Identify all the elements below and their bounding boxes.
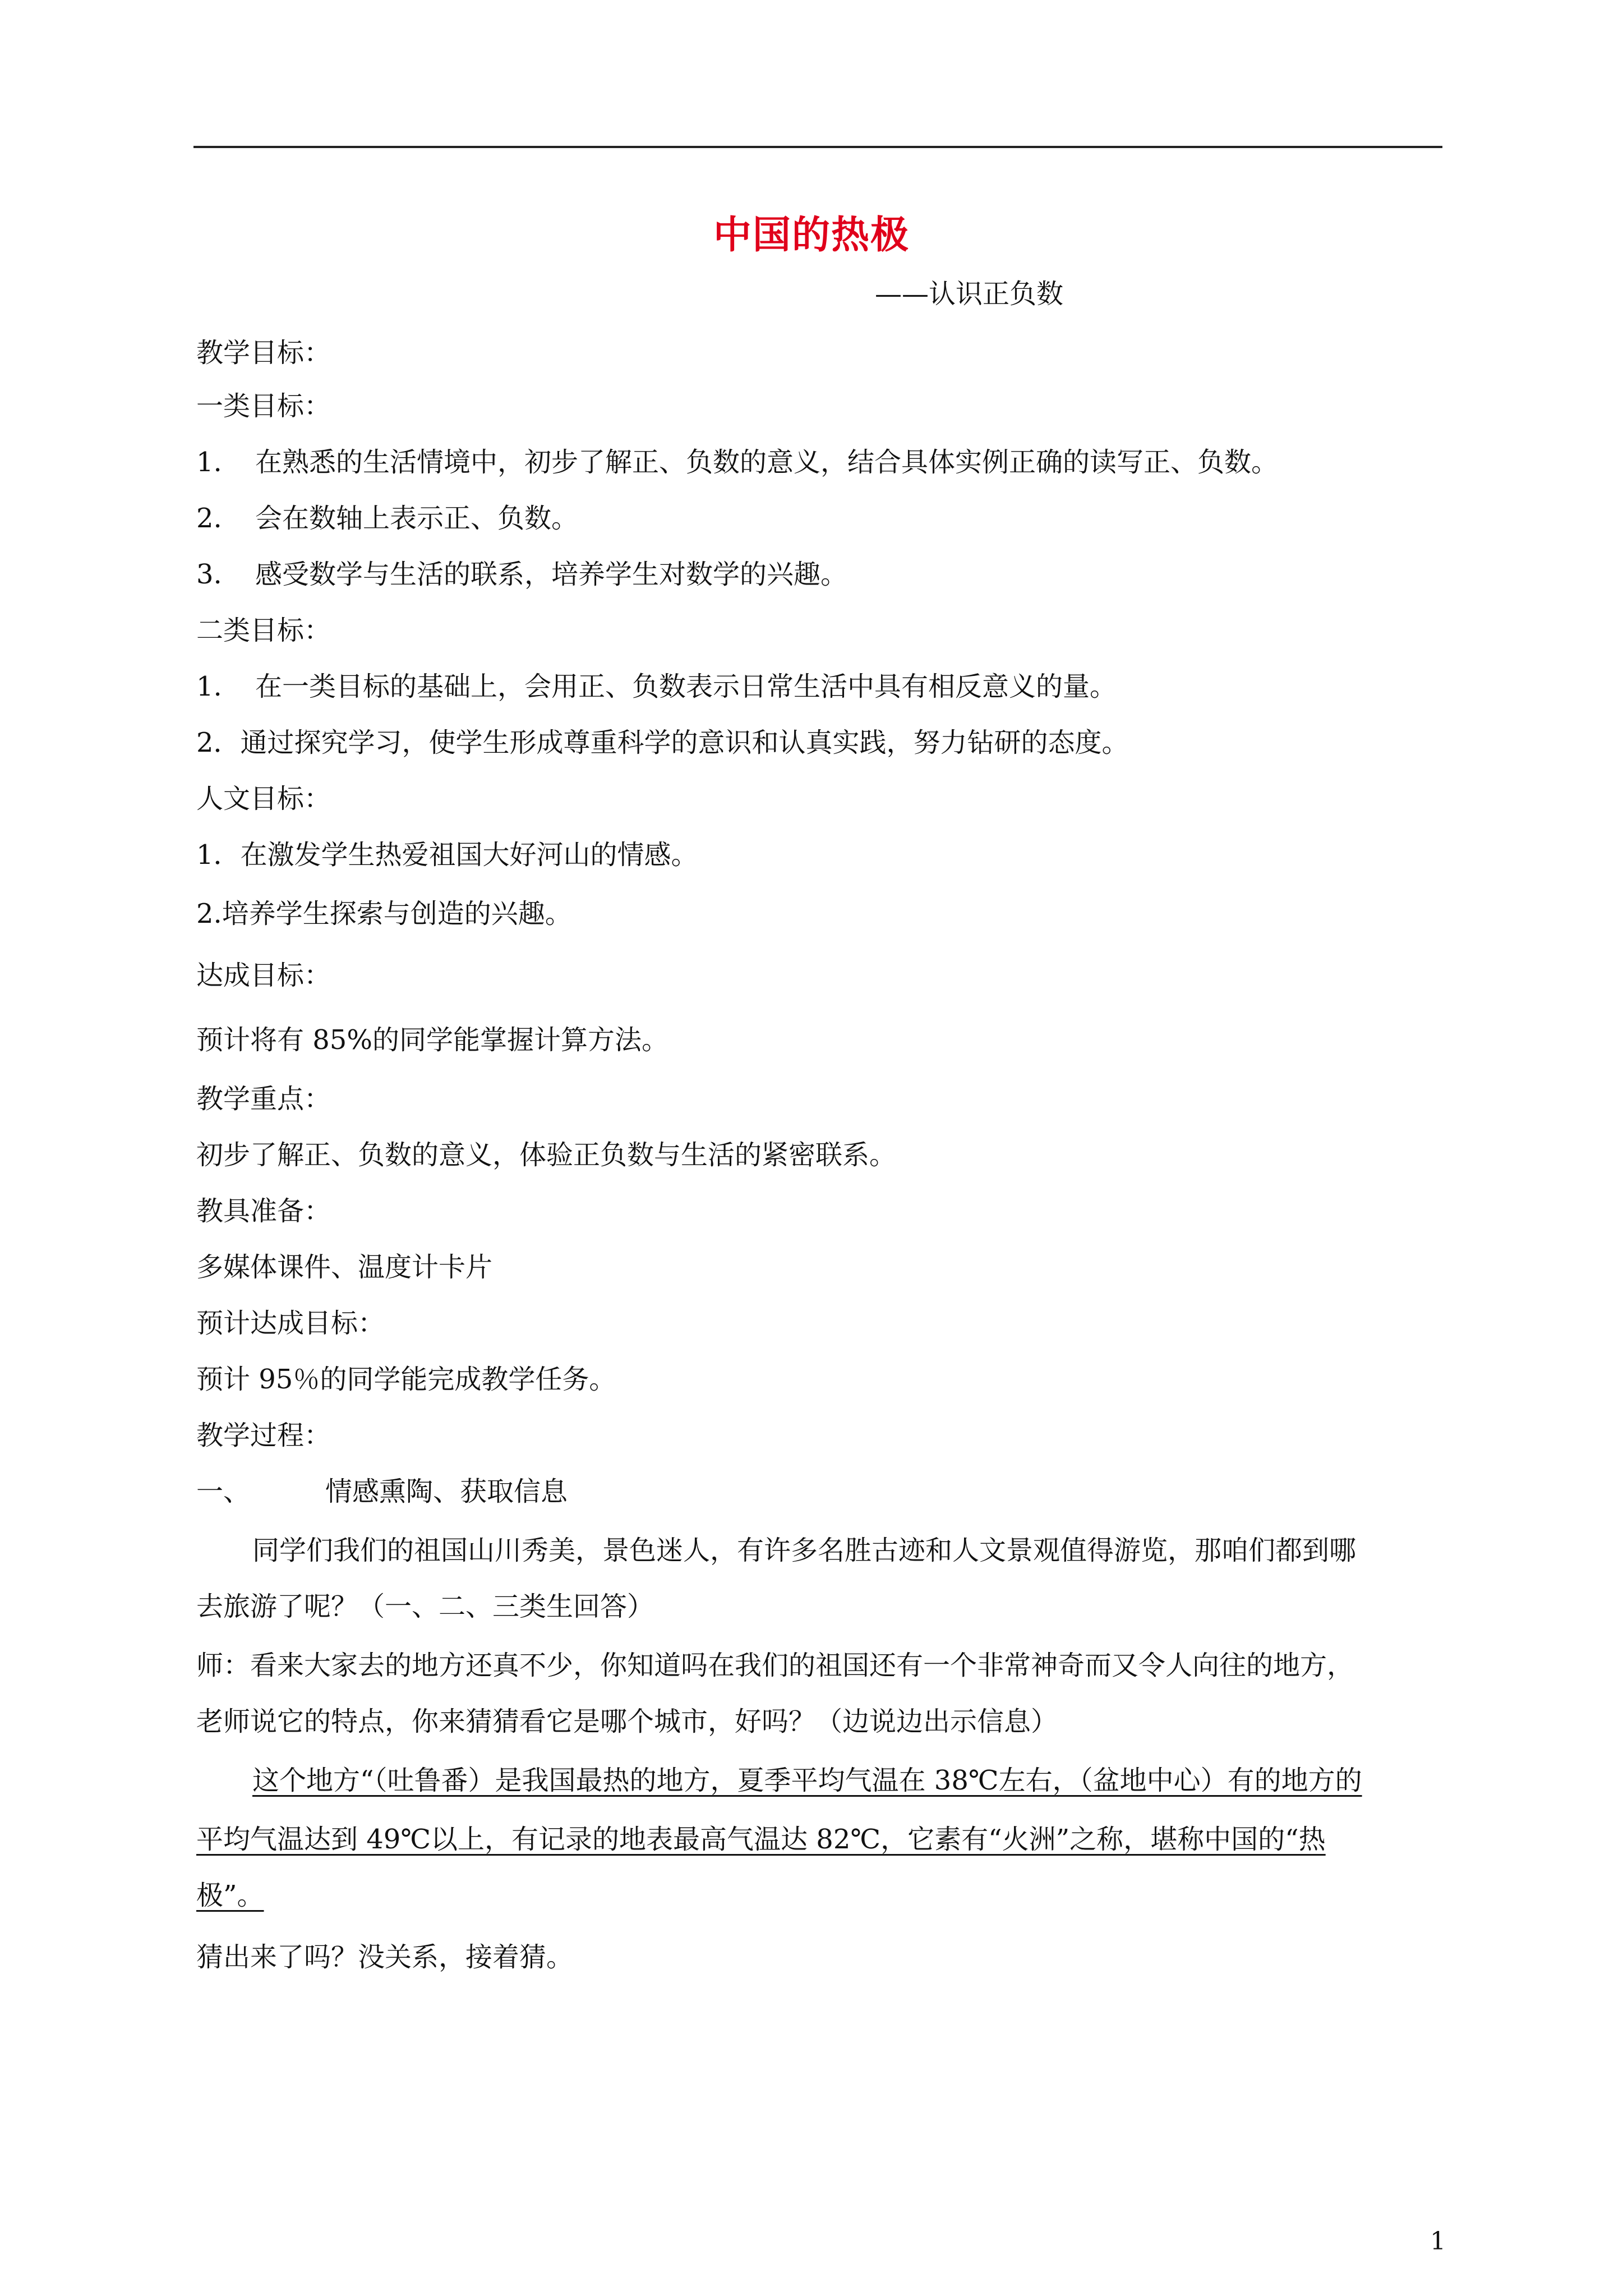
- document-subtitle: ——认识正负数: [875, 278, 1064, 310]
- paragraph: 猜出来了吗？没关系，接着猜。: [196, 1941, 574, 1973]
- list-item: [196, 561, 847, 588]
- list-text: 会在数轴上表示正、负数。: [255, 503, 579, 534]
- section-heading: [196, 1478, 568, 1505]
- list-text: 在熟悉的生活情境中，初步了解正、负数的意义，结合具体实例正确的读写正、负数。: [255, 447, 1279, 478]
- header-rule: [193, 146, 1442, 148]
- heading-teaching-aids: 教具准备：: [196, 1195, 331, 1227]
- list-text: 在一类目标的基础上，会用正、负数表示日常生活中具有相反意义的量。: [255, 671, 1117, 702]
- list-item: [196, 505, 578, 532]
- heading-key-points: 教学重点：: [196, 1083, 331, 1115]
- list-item: 2.培养学生探索与创造的兴趣。: [196, 898, 572, 930]
- underlined-paragraph: 平均气温达到 49℃以上，有记录的地表最高气温达 82℃，它素有“火洲”之称，堪称中国的“热: [196, 1824, 1326, 1855]
- list-number: 3.: [196, 559, 222, 590]
- list-item: 2．通过探究学习，使学生形成尊重科学的意识和认真实践，努力钻研的态度。: [196, 727, 1129, 758]
- underlined-paragraph: 这个地方“（吐鲁番）是我国最热的地方，夏季平均气温在 38℃左右，（盆地中心）有的地方的: [252, 1765, 1362, 1796]
- heading-expected-goals: 预计达成目标：: [196, 1308, 385, 1339]
- heading-first-goals: 一类目标：: [196, 390, 331, 422]
- list-text: 感受数学与生活的联系，培养学生对数学的兴趣。: [255, 559, 848, 590]
- heading-second-goals: 二类目标：: [196, 615, 331, 646]
- heading-teaching-goals: 教学目标：: [196, 337, 331, 369]
- paragraph: 预计 95％的同学能完成教学任务。: [196, 1364, 616, 1395]
- underlined-paragraph: 极”。: [196, 1880, 264, 1911]
- list-number: 1.: [196, 447, 222, 478]
- paragraph: 预计将有 85%的同学能掌握计算方法。: [196, 1024, 668, 1056]
- list-number: 2.: [196, 503, 222, 534]
- paragraph: 同学们我们的祖国山川秀美，景色迷人，有许多名胜古迹和人文景观值得游览，那咱们都到哪: [252, 1535, 1357, 1566]
- list-number: 1.: [196, 671, 222, 702]
- paragraph: 老师说它的特点，你来猜猜看它是哪个城市，好吗？（边说边出示信息）: [196, 1706, 1058, 1737]
- list-item: [196, 673, 1117, 700]
- heading-humanities-goals: 人文目标：: [196, 783, 331, 815]
- heading-teaching-process: 教学过程：: [196, 1420, 331, 1451]
- list-item: [196, 449, 1278, 476]
- paragraph: 多媒体课件、温度计卡片: [196, 1251, 493, 1283]
- paragraph: 师：看来大家去的地方还真不少，你知道吗在我们的祖国还有一个非常神奇而又令人向往的地方，: [196, 1650, 1354, 1681]
- section-text: 情感熏陶、获取信息: [325, 1476, 568, 1507]
- heading-achievement-goals: 达成目标：: [196, 960, 331, 991]
- section-number: 一、: [196, 1476, 251, 1507]
- document-title: 中国的热极: [713, 213, 910, 257]
- page-number: 1: [1430, 2227, 1446, 2256]
- list-item: 1．在激发学生热爱祖国大好河山的情感。: [196, 839, 698, 871]
- paragraph: 初步了解正、负数的意义，体验正负数与生活的紧密联系。: [196, 1139, 897, 1171]
- paragraph: 去旅游了呢？（一、二、三类生回答）: [196, 1591, 654, 1622]
